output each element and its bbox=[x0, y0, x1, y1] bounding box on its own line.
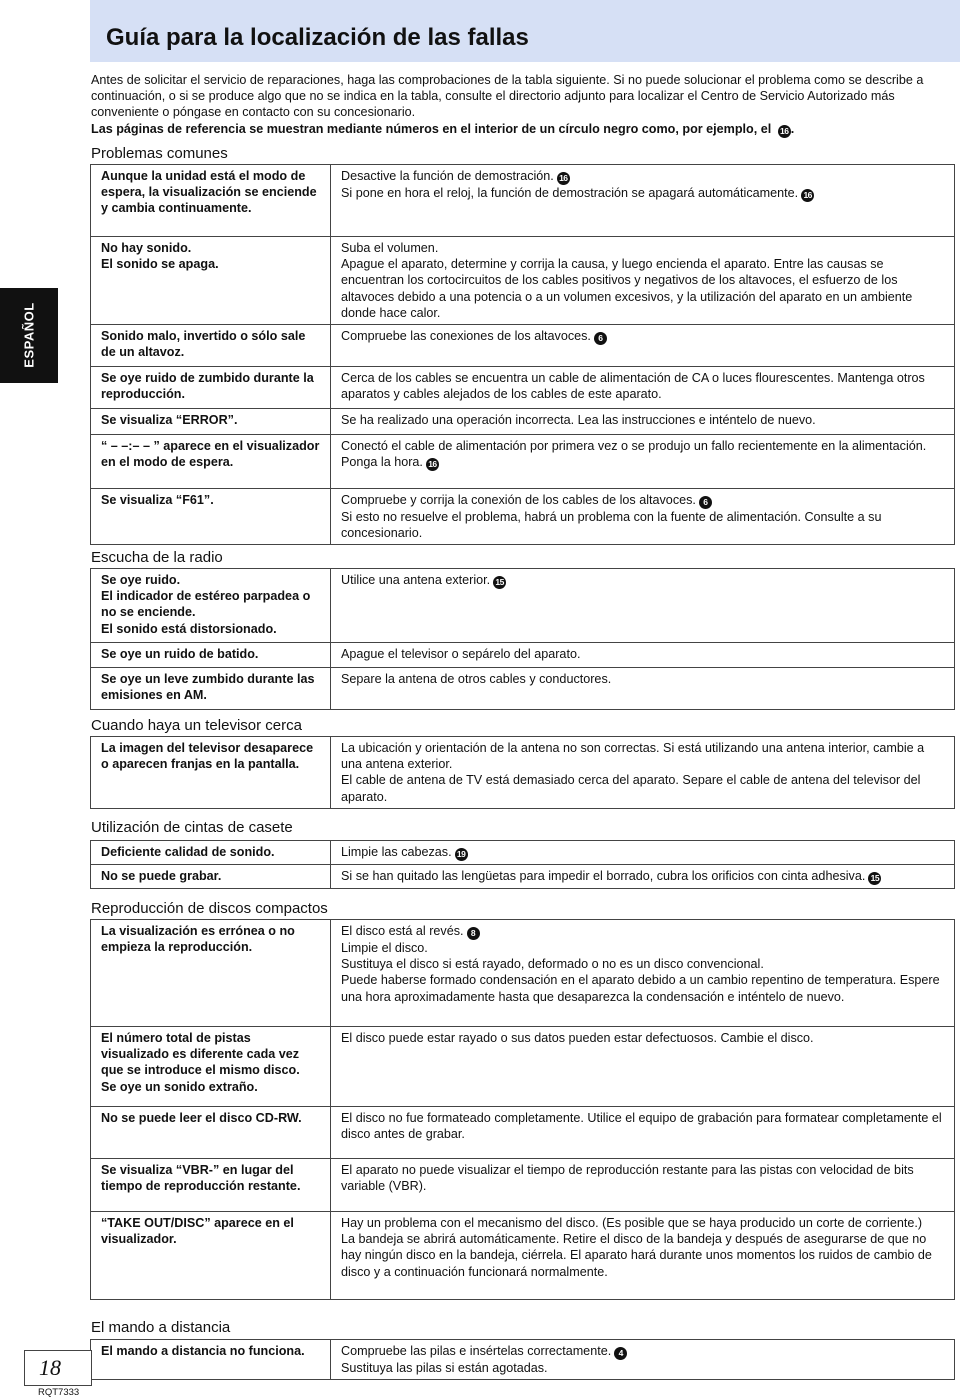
model-code: RQT7333 bbox=[38, 1387, 80, 1398]
language-tab-label: ESPAÑOL bbox=[21, 302, 37, 368]
page-number: 18 bbox=[39, 1355, 61, 1380]
solution-text: Compruebe las conexiones de los altavoces. bbox=[341, 329, 591, 344]
solution-text: Sustituya el disco si está rayado, deformado o no es un disco convencional. bbox=[341, 957, 764, 972]
problem-text: El mando a distancia no funciona. bbox=[101, 1344, 305, 1358]
solution-cell bbox=[331, 668, 955, 710]
solution-line bbox=[341, 646, 945, 662]
problem-cell bbox=[91, 737, 331, 809]
table-row bbox=[91, 1107, 955, 1159]
solution-cell bbox=[331, 1212, 955, 1300]
solution-text: El disco puede estar rayado o sus datos pueden estar defectuosos. Cambie el disco. bbox=[341, 1031, 814, 1045]
solution-text: Se ha realizado una operación incorrecta. Lea las instrucciones e inténtelo de nuevo. bbox=[341, 413, 816, 428]
table-row bbox=[91, 489, 955, 545]
troubleshooting-table bbox=[90, 919, 955, 1300]
solution-line bbox=[341, 454, 945, 471]
problem-text: El número total de pistas visualizado es diferente cada vez que se introduce el mismo disco. bbox=[101, 1031, 300, 1078]
solution-text: Compruebe las pilas e insértelas correctamente. bbox=[341, 1344, 612, 1358]
solution-line bbox=[341, 671, 945, 687]
table-row bbox=[91, 435, 955, 489]
problem-cell bbox=[91, 367, 331, 409]
table-row bbox=[91, 1340, 955, 1380]
intro-text bbox=[91, 72, 957, 138]
problem-cell bbox=[91, 643, 331, 668]
table-row bbox=[91, 737, 955, 809]
reference-note-end: . bbox=[790, 122, 795, 136]
solution-text: Puede haberse formado condensación en el aparato debido a un cambio repentino de temperatura. Espere una hora aproximadamente hasta que desaparezca la condensación e inténtelo de nuevo. bbox=[341, 973, 940, 1004]
solution-cell bbox=[331, 325, 955, 367]
page-ref-icon: 16 bbox=[801, 189, 814, 202]
problem-cell bbox=[91, 1159, 331, 1212]
solution-line bbox=[341, 185, 945, 202]
solution-text: Hay un problema con el mecanismo del disco. (Es posible que se haya producido un corte de corriente.) bbox=[341, 1216, 923, 1230]
page-ref-icon: 15 bbox=[868, 872, 881, 885]
page-ref-icon: 16 bbox=[557, 172, 570, 185]
problem-cell bbox=[91, 1340, 331, 1380]
solution-text: El aparato no puede visualizar el tiempo de reproducción restante para las pistas con velocidad de bits variable (VBR). bbox=[341, 1163, 914, 1194]
solution-cell bbox=[331, 920, 955, 1027]
page-ref-icon: 16 bbox=[778, 125, 791, 138]
table-row bbox=[91, 367, 955, 409]
table-row bbox=[91, 1027, 955, 1107]
solution-line bbox=[341, 1360, 945, 1376]
problem-cell bbox=[91, 1212, 331, 1300]
reference-note bbox=[91, 121, 957, 138]
problem-cell bbox=[91, 668, 331, 710]
section-title: Reproducción de discos compactos bbox=[91, 900, 328, 917]
page-ref-icon: 16 bbox=[426, 458, 439, 471]
section-title: Problemas comunes bbox=[91, 145, 228, 162]
solution-line bbox=[341, 1030, 945, 1046]
solution-cell bbox=[331, 841, 955, 865]
problem-cell bbox=[91, 325, 331, 367]
page-title: Guía para la localización de las fallas bbox=[106, 24, 529, 51]
troubleshooting-table bbox=[90, 164, 955, 545]
page-ref-icon: 8 bbox=[467, 927, 480, 940]
solution-text: Si pone en hora el reloj, la función de demostración se apagará automáticamente. bbox=[341, 186, 799, 200]
solution-text: El cable de antena de TV está demasiado cerca del aparato. Separe el cable de antena del televisor del aparato. bbox=[341, 773, 921, 804]
troubleshooting-table bbox=[90, 1339, 955, 1380]
problem-text: Se visualiza “ERROR”. bbox=[101, 413, 238, 428]
solution-cell bbox=[331, 367, 955, 409]
solution-line bbox=[341, 1343, 945, 1360]
table-row bbox=[91, 237, 955, 325]
problem-text: La visualización es errónea o no empieza la reproducción. bbox=[101, 924, 295, 955]
solution-line bbox=[341, 1110, 945, 1142]
language-tab bbox=[0, 288, 58, 383]
solution-text: Sustituya las pilas si están agotadas. bbox=[341, 1361, 548, 1375]
solution-text: Cerca de los cables se encuentra un cable de alimentación de CA o luces flourescentes. Mantenga otros aparatos y cables alejados de los cables de este aparato. bbox=[341, 371, 925, 402]
solution-cell bbox=[331, 409, 955, 435]
solution-line bbox=[341, 438, 945, 454]
solution-line bbox=[341, 240, 945, 256]
solution-cell bbox=[331, 435, 955, 489]
solution-line bbox=[341, 256, 945, 321]
table-row bbox=[91, 1159, 955, 1212]
problem-text: Se oye un sonido extraño. bbox=[101, 1079, 258, 1094]
problem-text: Se visualiza “F61”. bbox=[101, 493, 214, 508]
solution-line bbox=[341, 572, 945, 589]
solution-text: Separe la antena de otros cables y conductores. bbox=[341, 672, 612, 686]
solution-line bbox=[341, 168, 945, 185]
troubleshooting-table bbox=[90, 568, 955, 710]
page-ref-icon: 19 bbox=[455, 848, 468, 861]
table-row bbox=[91, 841, 955, 865]
solution-line bbox=[341, 328, 945, 345]
problem-cell bbox=[91, 865, 331, 889]
problem-text: “ – –:– – ” aparece en el visualizador en el modo de espera. bbox=[101, 439, 320, 470]
problem-cell bbox=[91, 920, 331, 1027]
page-number-box bbox=[24, 1350, 92, 1386]
table-row bbox=[91, 668, 955, 710]
reference-note-text: Las páginas de referencia se muestran mediante números en el interior de un círculo negro como, por ejemplo, el bbox=[91, 122, 772, 136]
page-ref-icon: 4 bbox=[614, 1347, 627, 1360]
solution-text: La bandeja se abrirá automáticamente. Retire el disco de la bandeja y después de asegurarse de que no hay ningún disco en la bandeja, ciérrela. El aparato hará durante unos momentos los ruidos de cambio de disco y a continuación funcionará normalmente. bbox=[341, 1232, 932, 1279]
solution-cell bbox=[331, 489, 955, 545]
table-row bbox=[91, 325, 955, 367]
solution-cell bbox=[331, 1159, 955, 1212]
problem-text: Sonido malo, invertido o sólo sale de un altavoz. bbox=[101, 329, 306, 360]
solution-text: Utilice una antena exterior. bbox=[341, 573, 491, 587]
solution-cell bbox=[331, 737, 955, 809]
solution-cell bbox=[331, 165, 955, 237]
problem-text: Se oye un leve zumbido durante las emisiones en AM. bbox=[101, 672, 315, 703]
solution-cell bbox=[331, 643, 955, 668]
problem-cell bbox=[91, 569, 331, 643]
solution-text: Apague el televisor o sepárelo del aparato. bbox=[341, 647, 581, 661]
solution-line bbox=[341, 923, 945, 940]
problem-text: El sonido se apaga. bbox=[101, 257, 219, 272]
problem-cell bbox=[91, 841, 331, 865]
solution-line bbox=[341, 868, 945, 885]
problem-text: Deficiente calidad de sonido. bbox=[101, 845, 275, 859]
solution-line bbox=[341, 492, 945, 509]
solution-text: El disco está al revés. bbox=[341, 924, 464, 938]
solution-cell bbox=[331, 865, 955, 889]
problem-text: El sonido está distorsionado. bbox=[101, 621, 277, 636]
solution-text: Limpie el disco. bbox=[341, 941, 428, 955]
solution-line bbox=[341, 1215, 945, 1231]
problem-text: “TAKE OUT/DISC” aparece en el visualizador. bbox=[101, 1216, 294, 1247]
solution-line bbox=[341, 956, 945, 972]
solution-text: Desactive la función de demostración. bbox=[341, 169, 554, 183]
problem-cell bbox=[91, 237, 331, 325]
solution-line bbox=[341, 772, 945, 804]
solution-text: Compruebe y corrija la conexión de los cables de los altavoces. bbox=[341, 493, 696, 508]
solution-cell bbox=[331, 1340, 955, 1380]
solution-cell bbox=[331, 1107, 955, 1159]
problem-cell bbox=[91, 435, 331, 489]
solution-cell bbox=[331, 569, 955, 643]
table-row bbox=[91, 569, 955, 643]
solution-text: Limpie las cabezas. bbox=[341, 845, 452, 859]
solution-text: Si esto no resuelve el problema, habrá un problema con la fuente de alimentación. Consulte a su concesionario. bbox=[341, 510, 882, 541]
problem-text: No se puede leer el disco CD-RW. bbox=[101, 1111, 302, 1125]
solution-text: Ponga la hora. bbox=[341, 455, 423, 470]
problem-text: La imagen del televisor desaparece o aparecen franjas en la pantalla. bbox=[101, 741, 314, 772]
title-banner bbox=[90, 0, 960, 62]
table-row bbox=[91, 409, 955, 435]
troubleshooting-table bbox=[90, 840, 955, 889]
solution-line bbox=[341, 509, 945, 541]
solution-text: Suba el volumen. bbox=[341, 241, 439, 255]
section-title: El mando a distancia bbox=[91, 1319, 231, 1336]
problem-text: No se puede grabar. bbox=[101, 869, 222, 883]
solution-line bbox=[341, 1162, 945, 1194]
problem-text: No hay sonido. bbox=[101, 241, 192, 255]
table-row bbox=[91, 643, 955, 668]
table-row bbox=[91, 1212, 955, 1300]
solution-text: Si se han quitado las lengüetas para impedir el borrado, cubra los orificios con cinta adhesiva. bbox=[341, 869, 866, 883]
problem-cell bbox=[91, 1107, 331, 1159]
intro-paragraph: Antes de solicitar el servicio de reparaciones, haga las comprobaciones de la tabla siguiente. Si no puede solucionar el problema como se describe a continuación, o si se produce algo que no se indica en la tabla, consulte el directorio adjunto para localizar el Centro de Servicio Autorizado más conveniente o póngase en contacto con su concesionario. bbox=[91, 73, 924, 119]
section-title: Cuando haya un televisor cerca bbox=[91, 717, 302, 734]
problem-text: Se oye un ruido de batido. bbox=[101, 647, 259, 661]
problem-cell bbox=[91, 165, 331, 237]
solution-line bbox=[341, 740, 945, 772]
solution-line bbox=[341, 1231, 945, 1280]
solution-line bbox=[341, 940, 945, 956]
problem-text: Aunque la unidad está el modo de espera, la visualización se enciende y cambia continuamente. bbox=[101, 169, 317, 216]
problem-cell bbox=[91, 489, 331, 545]
solution-line bbox=[341, 370, 945, 402]
solution-cell bbox=[331, 237, 955, 325]
solution-line bbox=[341, 412, 945, 428]
table-row bbox=[91, 865, 955, 889]
solution-text: Conectó el cable de alimentación por primera vez o se produjo un fallo recientemente en la alimentación. bbox=[341, 439, 927, 454]
solution-text: El disco no fue formateado completamente. Utilice el equipo de grabación para formatear completamente el disco antes de grabar. bbox=[341, 1111, 942, 1142]
problem-cell bbox=[91, 409, 331, 435]
problem-text: Se oye ruido de zumbido durante la reproducción. bbox=[101, 371, 314, 402]
section-title: Escucha de la radio bbox=[91, 549, 223, 566]
section-title: Utilización de cintas de casete bbox=[91, 819, 293, 836]
problem-text: El indicador de estéreo parpadea o no se enciende. bbox=[101, 589, 311, 620]
page-ref-icon: 6 bbox=[594, 332, 607, 345]
solution-cell bbox=[331, 1027, 955, 1107]
page-ref-icon: 15 bbox=[493, 576, 506, 589]
problem-cell bbox=[91, 1027, 331, 1107]
problem-text: Se visualiza “VBR-” en lugar del tiempo de reproducción restante. bbox=[101, 1163, 301, 1194]
solution-line bbox=[341, 972, 945, 1004]
page-ref-icon: 6 bbox=[699, 496, 712, 509]
solution-text: Apague el aparato, determine y corrija la causa, y luego encienda el aparato. Entre las causas se encuentran los cortocircuitos de los cables positivos y negativos de los altavoces, el esfuerzo de los altavoces debido a una potencia o a un volumen excesivos, y la utilización del aparato en un ambiente donde hace calor. bbox=[341, 257, 913, 320]
troubleshooting-table bbox=[90, 736, 955, 809]
solution-line bbox=[341, 844, 945, 861]
table-row bbox=[91, 165, 955, 237]
problem-text: Se oye ruido. bbox=[101, 573, 181, 587]
solution-text: La ubicación y orientación de la antena no son correctas. Si está utilizando una antena interior, cambie a una antena exterior. bbox=[341, 741, 925, 772]
table-row bbox=[91, 920, 955, 1027]
